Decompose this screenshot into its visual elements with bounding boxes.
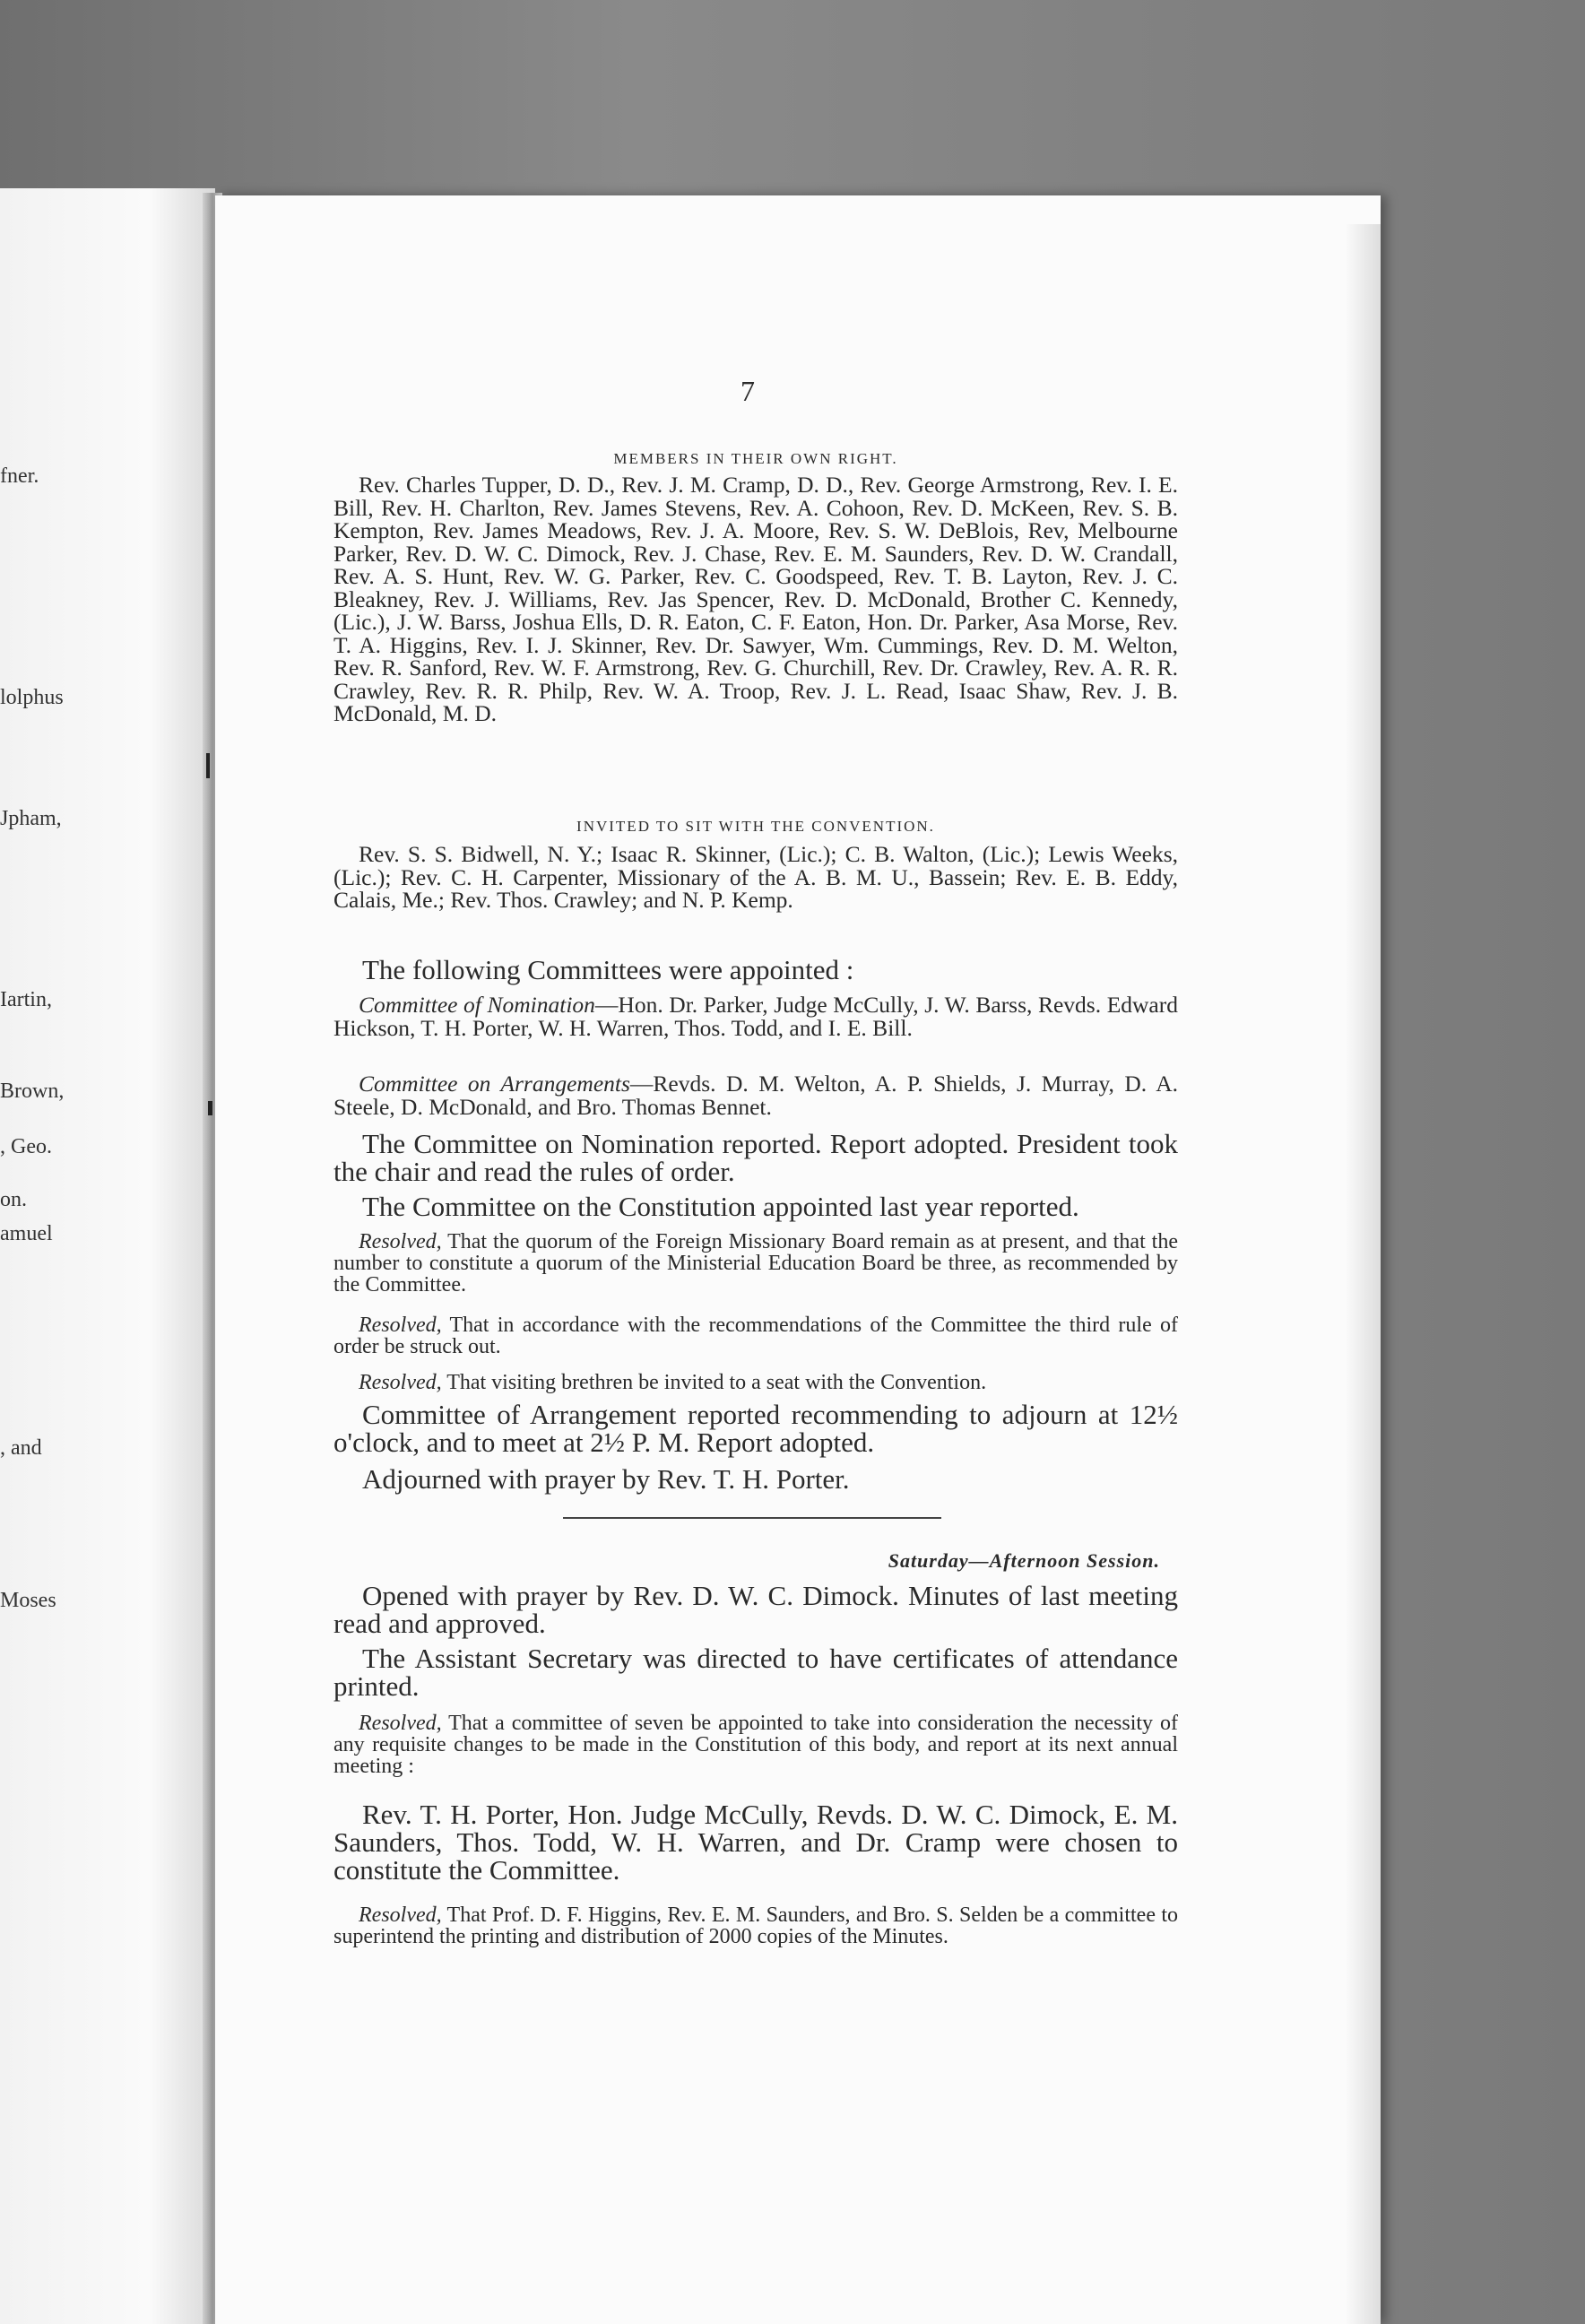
nomination-label: Committee of Nomination xyxy=(359,992,595,1018)
resolved-label: Resolved, xyxy=(359,1230,442,1253)
arrangements-members: —Revds. D. M. Welton, A. P. Shields, J. Murray, D. A. Steele, D. McDonald, and Bro. Thomas Bennet. xyxy=(333,1071,1178,1120)
left-page-fragment: , and xyxy=(0,1436,42,1460)
resolution-constitution-committee: Resolved, That a committee of seven be appointed to take into consideration the necessity of any requisite changes to be made in the Constitution of this body, and report at its next annual meeting : xyxy=(333,1712,1178,1778)
margin-mark xyxy=(206,753,210,778)
left-page-fragment: Brown, xyxy=(0,1080,65,1103)
margin-mark xyxy=(208,1101,212,1115)
left-page-fragment: on. xyxy=(0,1188,27,1211)
left-page-fragment: Moses xyxy=(0,1589,56,1612)
resolved-label: Resolved, xyxy=(359,1903,442,1927)
nomination-members: —Hon. Dr. Parker, Judge McCully, J. W. Barss, Revds. Edward Hickson, T. H. Porter, W. H. Warren, Thos. Todd, and I. E. Bill. xyxy=(333,992,1178,1041)
committees-intro: The following Committees were appointed : xyxy=(362,954,854,985)
resolution-printing: Resolved, That Prof. D. F. Higgins, Rev. E. M. Saunders, and Bro. S. Selden be a committee to superintend the printing and distribution of 2000 copies of the Minutes. xyxy=(333,1903,1178,1948)
left-page-fragment: Jpham, xyxy=(0,807,62,830)
resolution-visitors: Resolved, That visiting brethren be invited to a seat with the Convention. xyxy=(359,1371,987,1394)
left-page-fragment: fner. xyxy=(0,464,39,488)
certificates-note: The Assistant Secretary was directed to have certificates of attendance printed. xyxy=(333,1643,1178,1702)
left-page-fragment: lolphus xyxy=(0,686,64,709)
resolution-rules: Resolved, That in accordance with the recommendations of the Committee the third rule of order be struck out. xyxy=(333,1314,1178,1358)
left-page-fragment: amuel xyxy=(0,1222,53,1245)
resolved-label: Resolved, xyxy=(359,1712,442,1735)
invited-list: Rev. S. S. Bidwell, N. Y.; Isaac R. Skinner, (Lic.); C. B. Walton, (Lic.); Lewis Weeks, (Lic.); Rev. C. H. Carpenter, Missionary of the A. B. M. U., Bassein; Rev. E. B. Eddy, Calais, Me.; Rev. Thos. Crawley; and N. P. Kemp. xyxy=(333,841,1178,913)
arrangements-label: Committee on Arrangements xyxy=(359,1071,630,1097)
left-page-fragment: Iartin, xyxy=(0,988,52,1011)
invited-heading: INVITED TO SIT WITH THE CONVENTION. xyxy=(576,818,935,835)
section-divider xyxy=(563,1517,941,1519)
page-number: 7 xyxy=(741,375,755,407)
committee-members: Rev. T. H. Porter, Hon. Judge McCully, Revds. D. W. C. Dimock, E. M. Saunders, Thos. Todd, W. H. Warren, and Dr. Cramp were chosen to constitute the Committee. xyxy=(333,1799,1178,1886)
constitution-report: The Committee on the Constitution appointed last year reported. xyxy=(362,1191,1079,1222)
page-edge-shadow xyxy=(1345,224,1381,2324)
nomination-committee xyxy=(333,993,1178,1039)
left-page-fragment: , Geo. xyxy=(0,1135,52,1158)
resolved-label: Resolved, xyxy=(359,1371,442,1394)
left-page xyxy=(0,188,215,2324)
members-list: Rev. Charles Tupper, D. D., Rev. J. M. Cramp, D. D., Rev. George Armstrong, Rev. I. E. Bill, Rev. H. Charlton, Rev. James Stevens, Rev. A. Cohoon, Rev. D. McKeen, Rev. S. B. Kempton, Rev. James Meadows, Rev. J. A. Moore, Rev. S. W. DeBlois, Rev, Melbourne Parker, Rev. D. W. C. Dimock, Rev. J. Chase, Rev. E. M. Saunders, Rev. D. W. Crandall, Rev. A. S. Hunt, Rev. W. G. Parker, Rev. C. Goodspeed, Rev. T. B. Layton, Rev. J. C. Bleakney, Rev. J. Williams, Rev. Jas Spencer, Rev. D. McDonald, Brother C. Kennedy, (Lic.), J. W. Barss, Joshua Ells, D. R. Eaton, C. F. Eaton, Hon. Dr. Parker, Asa Morse, Rev. T. A. Higgins, Rev. I. J. Skinner, Rev. Dr. Sawyer, Wm. Cummings, Rev. D. M. Welton, Rev. R. Sanford, Rev. W. F. Armstrong, Rev. G. Churchill, Rev. Dr. Crawley, Rev. A. R. R. Crawley, Rev. R. R. Philp, Rev. W. A. Troop, Rev. J. L. Read, Isaac Shaw, Rev. J. B. McDonald, M. D. xyxy=(333,472,1178,726)
members-heading: MEMBERS IN THEIR OWN RIGHT. xyxy=(613,450,898,467)
afternoon-opening: Opened with prayer by Rev. D. W. C. Dimock. Minutes of last meeting read and approved. xyxy=(333,1580,1178,1639)
nomination-report: The Committee on Nomination reported. Report adopted. President took the chair and read the rules of order. xyxy=(333,1128,1178,1187)
arrangement-report: Committee of Arrangement reported recommending to adjourn at 12½ o'clock, and to meet at 2½ P. M. Report adopted. xyxy=(333,1399,1178,1458)
arrangements-committee xyxy=(333,1072,1178,1118)
adjournment: Adjourned with prayer by Rev. T. H. Porter. xyxy=(362,1463,850,1495)
afternoon-session-heading: Saturday—Afternoon Session. xyxy=(888,1549,1160,1572)
resolved-label: Resolved, xyxy=(359,1314,442,1337)
resolution-quorum: Resolved, That the quorum of the Foreign Missionary Board remain as at present, and that the number to constitute a quorum of the Ministerial Education Board be three, as recommended by the Committee. xyxy=(333,1230,1178,1296)
